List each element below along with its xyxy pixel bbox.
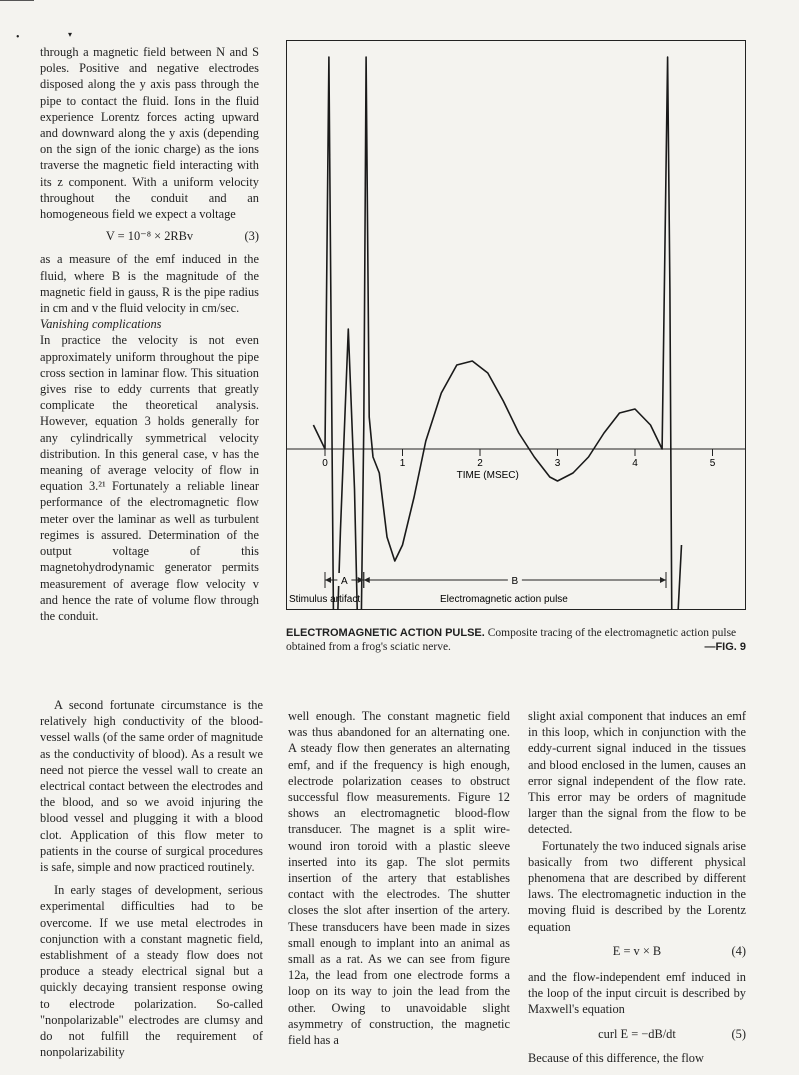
margin-dot: • — [16, 32, 20, 43]
caption-title: ELECTROMAGNETIC ACTION PULSE. — [286, 627, 485, 639]
paragraph: slight axial component that induces an emf in this loop, which in conjunction with the eddy-current signal induced in the tissues and blood enclosed in the lumen, causes an error signal independent of the flow rate. This error may be orders of magnitude larger than the signal from the flow to be detected. — [528, 709, 746, 837]
paragraph: well enough. The constant magnetic field was thus abandoned for an alternating one. A steady flow then generates an alternating emf, and if the frequency is high enough, electrode polarization ceases to obstruct successful flow measurements. Figure 12 shows an electromagnetic blood-flow transducer. The magnet is a split wire-wound iron toroid with a plastic sleeve inserted into its gap. The slot permits insertion of the artery that establishes contact with the electrodes. The shutter closes the slot after insertion of the artery. These transducers have been made in sizes small enough to implant into an animal as small as a rat. As we can see from figure 12a, the lead from one electrode forms a loop on its way to join the lead from the other. Owing to unavoidable slight asymmetry of construction, the magnetic field has a — [288, 709, 510, 1048]
stimulus-artifact-label: Stimulus artifact — [289, 594, 361, 605]
margin-dot: ▾ — [68, 30, 73, 39]
equation-number: (4) — [731, 943, 746, 958]
left-column-top — [40, 44, 259, 624]
equation-text: V = 10⁻⁸ × 2RBv — [105, 229, 194, 244]
equation-text: curl E = −dB/dt — [598, 1026, 676, 1041]
equation-4 — [528, 943, 746, 959]
equation-5 — [528, 1026, 746, 1042]
arrow-head — [660, 577, 666, 583]
left-column-bottom — [40, 697, 263, 1060]
equation-3 — [40, 228, 259, 244]
span-label: A — [341, 576, 348, 587]
action-pulse-label: Electromagnetic action pulse — [440, 594, 568, 605]
figure-9-chart — [286, 40, 746, 610]
figure-caption — [286, 626, 746, 654]
paragraph: A second fortunate circumstance is the relatively high conductivity of the blood-vessel walls (of the same order of magnitude as the conductivity of blood). As a result we need not pierce the vessel wall to create an electrical contact between the electrodes and the blood, and so we avoid injuring the blood vessel and plugging it with a blood clot. Application of this flow meter to patients in the course of surgical procedures is safe, simple and now practiced routinely. — [40, 698, 263, 875]
x-tick-label: 1 — [399, 458, 406, 469]
x-tick-label: 3 — [554, 458, 561, 469]
x-tick-label: 4 — [632, 458, 638, 469]
span-label: B — [511, 576, 519, 587]
x-tick-label: 5 — [709, 458, 716, 469]
caption-text: Composite tracing of the electromagnetic action pulse obtained from a frog's sciatic nerve. — [286, 627, 737, 653]
arrow-head — [364, 577, 370, 583]
x-axis-label: TIME (MSEC) — [456, 470, 519, 481]
paragraph: through a magnetic field between N and S poles. Positive and negative electrodes disposed along the y axis pass through the pipe to contact the fluid. Ions in the fluid experience Lorentz forces acting upward and downward along the y axis (depending on the sign of the ionic charge) as the ions traverse the magnetic field interacting with its z component. With a uniform velocity throughout the conduit and an homogeneous field we expect a voltage — [40, 45, 259, 222]
figure-tag: —FIG. 9 — [704, 641, 746, 653]
paragraph: and the flow-independent emf induced in the loop of the input circuit is described by Maxwell's equation — [528, 970, 746, 1017]
section-heading: Vanishing complications — [40, 317, 162, 332]
x-tick-label: 0 — [322, 458, 328, 469]
paragraph: In early stages of development, serious experimental difficulties had to be overcome. If we use metal electrodes in conjunction with a constant magnetic field, establishment of a steady flow does not produce a steady electrical signal but a quickly decaying transient response owing to electrode polarization. So-called "nonpolarizable" electrodes are clumsy and do not fulfill the requirement of nonpolarizability — [40, 883, 263, 1060]
paragraph: as a measure of the emf induced in the fluid, where B is the magnitude of the magnetic field in gauss, R is the pipe radius in cm and v the fluid velocity in cm/sec. — [40, 252, 259, 316]
page-edge-mark — [0, 0, 34, 1]
equation-number: (3) — [244, 229, 259, 244]
paragraph: Because of this difference, the flow — [528, 1050, 704, 1065]
equation-number: (5) — [731, 1026, 746, 1041]
x-tick-label: 2 — [477, 458, 483, 469]
paragraph: In practice the velocity is not even approximately uniform throughout the pipe cross section in laminar flow. This situation gives rise to eddy currents that greatly complicate the theoretical analysis. However, equation 3 holds generally for any cylindrically symmetrical velocity distribution. In this general case, v has the meaning of average velocity of flow in equation 3.²¹ Fortunately a reliable linear performance of the electromagnetic flow meter over the laminar as well as turbulent regimes is assured. Determination of the output voltage of this magnetohydrodynamic generator permits measurement of average flow velocity v and hence the rate of volume flow through the conduit. — [40, 333, 259, 623]
action-pulse-trace — [313, 57, 681, 610]
paragraph: Fortunately the two induced signals arise basically from two different physical phenomena that are described by different laws. The electromagnetic induction in the moving fluid is described by the Lorentz equation — [528, 838, 746, 934]
right-column — [528, 708, 746, 1066]
equation-text: E = v × B — [612, 943, 662, 958]
arrow-head — [325, 577, 331, 583]
arrow-head — [358, 577, 364, 583]
middle-column — [288, 708, 510, 1048]
